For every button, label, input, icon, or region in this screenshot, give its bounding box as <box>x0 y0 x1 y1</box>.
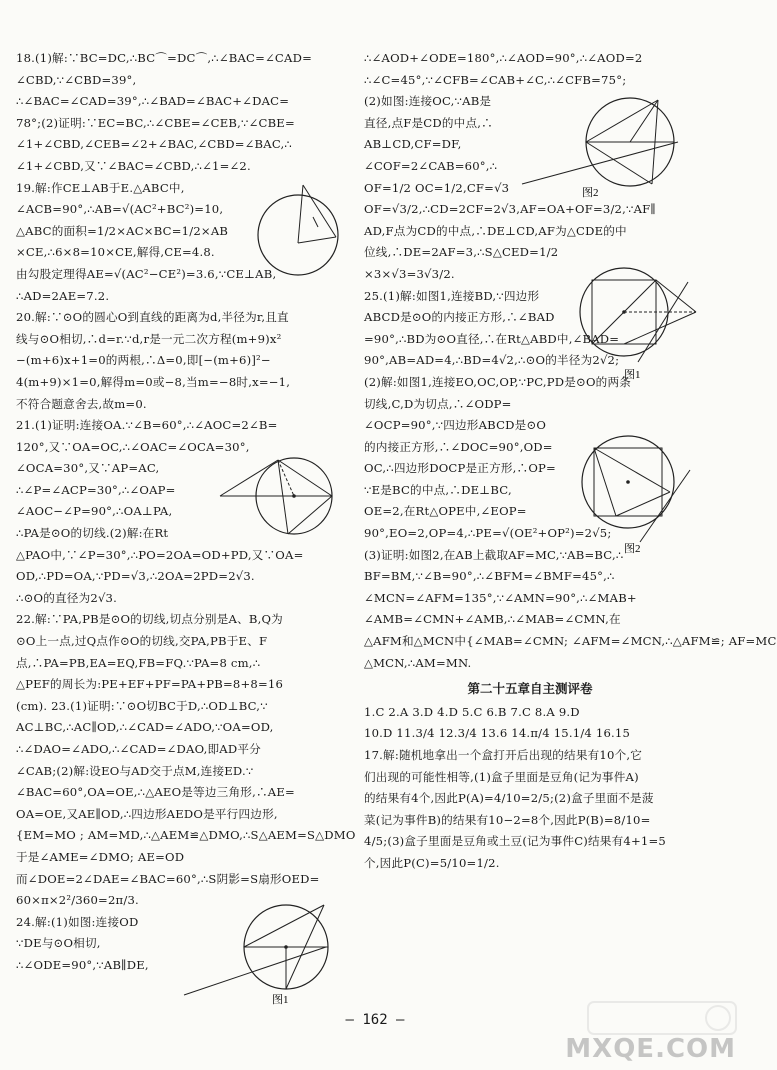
left-text-line: OA=OE,又AE∥OD,∴四边形AEDO是平行四边形, <box>16 806 278 821</box>
left-text-line: ∠1+∠CBD,∠CEB=∠2+∠BAC,∠CBD=∠BAC,∴ <box>16 137 292 152</box>
watermark-text: MXQE.COM <box>565 1034 736 1064</box>
left-text-line: 21.(1)证明:连接OA.∵∠B=60°,∴∠AOC=2∠B= <box>16 418 278 433</box>
left-text-line: ∠CAB;(2)解:设EO与AD交于点M,连接ED.∵ <box>16 763 254 778</box>
right-text-line: 的内接正方形,∴∠DOC=90°,OD= <box>364 439 553 454</box>
left-text-line: 24.解:(1)如图:连接OD <box>16 914 139 929</box>
figure-25-1 <box>578 262 698 380</box>
right-text-line: OE=2,在Rt△OPE中,∠EOP= <box>364 504 527 519</box>
figure-25-2 <box>580 432 698 554</box>
right-text-line: OF=√3/2,∴CD=2CF=2√3,AF=OA+OF=3/2,∵AF∥ <box>364 202 656 217</box>
fig-right-lower-label: 图2 <box>624 543 641 555</box>
section-title: 第二十五章自主测评卷 <box>467 681 593 697</box>
left-text-line: 22.解:∵PA,PB是⊙O的切线,切点分别是A、B,Q为 <box>16 612 283 627</box>
right-tail-text <box>364 745 696 875</box>
left-text-line: 20.解:∵⊙O的圆心O到直线的距离为d,半径为r,且直 <box>16 310 289 325</box>
answers-row-2: 10.D 11.3/4 12.3/4 13.6 14.π/4 15.1/4 16.15 <box>364 726 631 741</box>
fig-left-bottom-label: 图1 <box>272 994 289 1006</box>
figure-24-right-2 <box>518 92 698 202</box>
right-text-line: ∵E是BC的中点,∴DE⊥BC, <box>364 482 512 497</box>
left-text-line: △PAO中,∵∠P=30°,∴PO=2OA=OD+PD,又∵OA= <box>16 547 304 562</box>
left-text-line: 19.解:作CE⊥AB于E.△ABC中, <box>16 180 185 195</box>
left-text-line: 120°,又∵OA=OC,∴∠OAC=∠OCA=30°, <box>16 439 250 454</box>
answers-row-1: 1.C 2.A 3.D 4.D 5.C 6.B 7.C 8.A 9.D <box>364 704 580 719</box>
right-text-line: ABCD是⊙O的内接正方形,∴∠BAD <box>364 310 555 325</box>
left-text-line: 60×π×2²/360=2π/3. <box>16 893 139 908</box>
right-text-line: 位线,∴DE=2AF=3,∴S△CED=1/2 <box>364 245 559 260</box>
left-text-line: ∴∠P=∠ACP=30°,∴∠OAP= <box>16 482 176 497</box>
left-text-line: ∴∠BAC=∠CAD=39°,∴∠BAD=∠BAC+∠DAC= <box>16 94 290 109</box>
left-text-line: 18.(1)解:∵BC=DC,∴BC⌒=DC⌒,∴∠BAC=∠CAD= <box>16 51 312 65</box>
right-text-line: ∠AMB=∠CMN+∠AMB,∴∠MAB=∠CMN,在 <box>364 612 621 627</box>
answer-17-line: 们出现的可能性相等,(1)盒子里面是豆角(记为事件A) <box>364 769 639 784</box>
left-text-line: 于是∠AME=∠DMO; AE=OD <box>16 849 185 864</box>
fig-right-top-label: 图2 <box>582 187 599 199</box>
left-text-line: 线与⊙O相切,∴d=r.∵d,r是一元二次方程(m+9)x² <box>16 331 282 346</box>
answer-17-line: 菜(记为事件B)的结果有10−2=8个,因此P(B)=8/10= <box>364 812 651 827</box>
left-text-line: (cm). 23.(1)证明:∵⊙O切BC于D,∴OD⊥BC,∵ <box>16 698 268 713</box>
left-text-line: ∠OCA=30°,又∵AP=AC, <box>16 461 160 476</box>
left-text-line: AC⊥BC,∴AC∥OD,∴∠CAD=∠ADO,∵OA=OD, <box>16 720 274 735</box>
right-text-line: △MCN,∴AM=MN. <box>364 655 472 670</box>
figure-19-circle <box>258 175 348 280</box>
right-text-line: ∠MCN=∠AFM=135°,∵∠AMN=90°,∴∠MAB+ <box>364 590 637 605</box>
answer-17-line: 17.解:随机地拿出一个盒打开后出现的结果有10个,它 <box>364 748 643 762</box>
left-text-line: ∠ACB=90°,∴AB=√(AC²+BC²)=10, <box>16 202 224 217</box>
left-text-line: ∴∠DAO=∠ADO,∴∠CAD=∠DAO,即AD平分 <box>16 742 261 756</box>
right-text-line: ∴∠C=45°,∵∠CFB=∠CAB+∠C,∴∠CFB=75°; <box>364 72 627 87</box>
right-text-line: 切线,C,D为切点,∴∠ODP= <box>364 396 512 411</box>
right-text-line: (2)解:如图1,连接EO,OC,OP,∵PC,PD是⊙O的两条 <box>364 374 632 389</box>
left-text-line: 点,∴PA=PB,EA=EQ,FB=FQ.∵PA=8 cm,∴ <box>16 655 261 670</box>
left-text-line: 由勾股定理得AE=√(AC²−CE²)=3.6,∵CE⊥AB, <box>16 266 277 281</box>
right-text-line: 25.(1)解:如图1,连接BD,∵四边形 <box>364 288 540 303</box>
left-text-line: △PEF的周长为:PE+EF+PF=PA+PB=8+8=16 <box>16 677 284 692</box>
right-text-line: OC,∴四边形DOCP是正方形,∴OP= <box>364 461 556 476</box>
left-text-line: ∠BAC=60°,OA=OE,∴△AEO是等边三角形,∴AE= <box>16 785 295 800</box>
left-text-line: 而∠DOE=2∠DAE=∠BAC=60°,∴S阴影=S扇形OED= <box>16 871 320 886</box>
right-text-line: ∠OCP=90°,∵四边形ABCD是⊙O <box>364 418 547 433</box>
page-number: — 162 — <box>345 1012 405 1028</box>
figure-21-circle <box>218 452 346 547</box>
left-text-line: ∴PA是⊙O的切线.(2)解:在Rt <box>16 526 169 541</box>
answer-17-line: 4/5;(3)盒子里面是豆角或土豆(记为事件C)结果有4+1=5 <box>364 834 666 849</box>
right-text-line: AB⊥CD,CF=DF, <box>364 137 462 152</box>
left-text-line: ∴AD=2AE=7.2. <box>16 288 110 303</box>
left-text-line: ⊙O上一点,过Q点作⊙O的切线,交PA,PB于E、F <box>16 634 268 649</box>
left-text-line: ∠CBD,∵∠CBD=39°, <box>16 72 137 87</box>
left-text-line: ∵DE与⊙O相切, <box>16 936 101 951</box>
right-text-line: BF=BM,∵∠B=90°,∴∠BFM=∠BMF=45°,∴ <box>364 569 615 584</box>
right-text-line: OF=1/2 OC=1/2,CF=√3 <box>364 180 510 195</box>
figure-24-left <box>176 895 346 1015</box>
right-text-line: 直径,点F是CD的中点,∴ <box>364 115 493 130</box>
left-text-line: {EM=MO ; AM=MD,∴△AEM≌△DMO,∴S△AEM=S△DMO <box>16 828 356 843</box>
right-text-line: 90°,AB=AD=4,∴BD=4√2,∴⊙O的半径为2√2; <box>364 353 620 368</box>
left-text-line: ∴⊙O的直径为2√3. <box>16 590 117 605</box>
right-text-line: (3)证明:如图2,在AB上截取AF=MC,∵AB=BC,∴ <box>364 547 624 562</box>
left-text-line: ∠1+∠CBD,又∵∠BAC=∠CBD,∴∠1=∠2. <box>16 158 251 173</box>
fig-right-mid-label: 图1 <box>624 369 641 381</box>
left-text-line: 78°;(2)证明:∵EC=BC,∴∠CBE=∠CEB,∵∠CBE= <box>16 115 295 130</box>
right-text-line: △AFM和△MCN中{∠MAB=∠CMN; ∠AFM=∠MCN,∴△AFM≌; AF=MC <box>364 634 777 649</box>
left-text-line: 不符合题意舍去,故m=0. <box>16 396 147 411</box>
right-text-line: ×3×√3=3√3/2. <box>364 266 455 281</box>
left-text-line: ×CE,∴6×8=10×CE,解得,CE=4.8. <box>16 245 215 260</box>
right-text-line: =90°,∴BD为⊙O直径,∴在Rt△ABD中,∠BAD= <box>364 331 620 346</box>
left-text-line: −(m+6)x+1=0的两根,∴Δ=0,即[−(m+6)]²− <box>16 353 271 368</box>
left-text-line: ∠AOC−∠P=90°,∴OA⊥PA, <box>16 504 173 519</box>
left-text-line: OD,∴PD=OA,∵PD=√3,∴2OA=2PD=2√3. <box>16 569 255 584</box>
answer-17-line: 的结果有4个,因此P(A)=4/10=2/5;(2)盒子里面不是菠 <box>364 791 654 806</box>
right-text-line: ∴∠AOD+∠ODE=180°,∴∠AOD=90°,∴∠AOD=2 <box>364 51 643 65</box>
right-text-line: 90°,EO=2,OP=4,∴PE=√(OE²+OP²)=2√5; <box>364 526 612 541</box>
right-text-line: AD,F点为CD的中点,∴DE⊥CD,AF为△CDE的中 <box>364 223 627 238</box>
right-text-line: (2)如图:连接OC,∵AB是 <box>364 94 492 109</box>
left-text-line: △ABC的面积=1/2×AC×BC=1/2×AB <box>16 223 229 238</box>
right-text-line: ∠COF=2∠CAB=60°,∴ <box>364 158 498 173</box>
left-text-line: 4(m+9)×1=0,解得m=0或−8,当m=−8时,x=−1, <box>16 374 291 389</box>
left-text-line: ∴∠ODE=90°,∵AB∥DE, <box>16 957 149 972</box>
answer-17-line: 个,因此P(C)=5/10=1/2. <box>364 855 500 870</box>
